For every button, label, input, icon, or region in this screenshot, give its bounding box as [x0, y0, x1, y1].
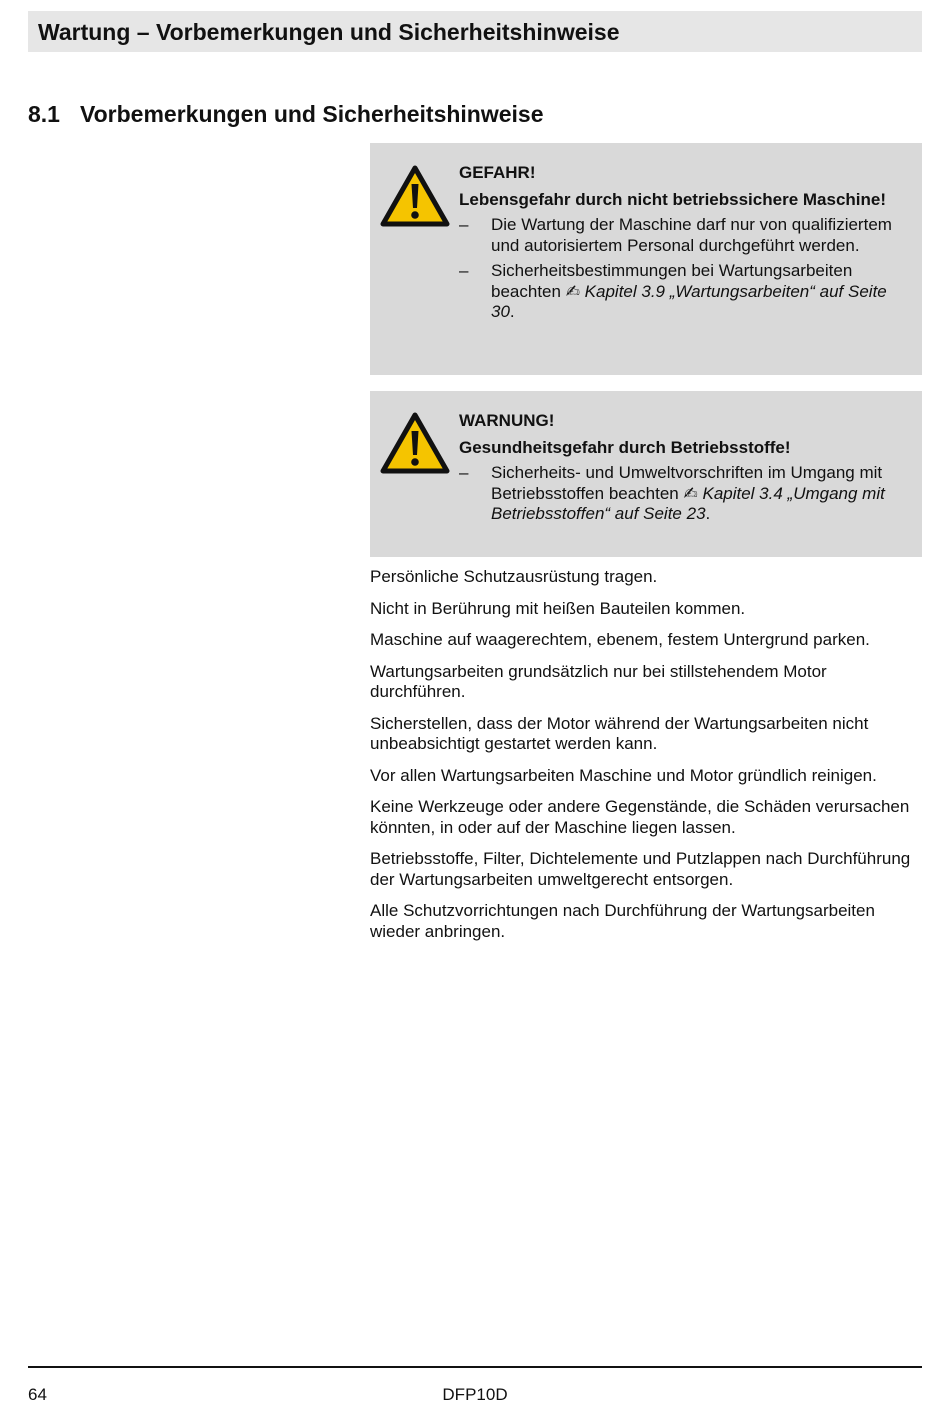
- instructions-list: [370, 567, 922, 942]
- chapter-header: [28, 11, 922, 52]
- punctuation: .: [509, 302, 515, 321]
- main-content: [370, 143, 922, 953]
- danger-headline: Lebensgefahr durch nicht betriebssichere Maschine!: [459, 189, 887, 209]
- danger-measures-list: [459, 215, 910, 323]
- instruction-paragraph: Sicherstellen, dass der Motor während der Wartungsarbeiten nicht unbeabsichtigt gestartet werden kann.: [370, 713, 869, 753]
- instruction-paragraph: Nicht in Berührung mit heißen Bauteilen kommen.: [370, 598, 746, 618]
- page-number: 64: [28, 1385, 47, 1404]
- cross-reference-arrow-icon: ✍: [565, 281, 580, 301]
- warning-triangle-icon: [379, 164, 451, 228]
- warning-signal-word: WARNUNG!: [459, 411, 555, 430]
- footer-divider: [28, 1366, 922, 1368]
- instruction-paragraph: Vor allen Wartungsarbeiten Maschine und Motor gründlich reinigen.: [370, 765, 877, 785]
- cross-reference-link[interactable]: Kapitel 3.9 „Wartungsarbeiten“ auf Seite 30: [491, 281, 887, 321]
- warning-notice: [370, 391, 922, 557]
- danger-signal-word: GEFAHR!: [459, 163, 536, 182]
- chapter-title: Wartung – Vorbemerkungen und Sicherheitshinweise: [38, 19, 620, 45]
- instruction-paragraph: Betriebsstoffe, Filter, Dichtelemente und Putzlappen nach Durchführung der Wartungsarbeiten umweltgerecht entsorgen.: [370, 849, 911, 889]
- instruction-paragraph: Alle Schutzvorrichtungen nach Durchführung der Wartungsarbeiten wieder anbringen.: [370, 901, 875, 941]
- instruction-paragraph: Keine Werkzeuge oder andere Gegenstände, die Schäden verursachen könnten, in oder auf der Maschine liegen lassen.: [370, 797, 910, 837]
- warning-headline: Gesundheitsgefahr durch Betriebsstoffe!: [459, 437, 791, 457]
- warning-measures-list: [459, 463, 910, 525]
- instruction-paragraph: Persönliche Schutzausrüstung tragen.: [370, 567, 658, 586]
- list-item: – Sicherheitsbestimmungen bei Wartungsarbeiten beachten ✍ Kapitel 3.9 „Wartungsarbeiten“ auf Seite 30.: [459, 261, 887, 321]
- list-item: – Sicherheits- und Umweltvorschriften im Umgang mit Betriebsstoffen beachten ✍ Kapitel 3.4 „Umgang mit Betriebsstoffen“ auf Seite 23.: [459, 463, 885, 523]
- section-title: Vorbemerkungen und Sicherheitshinweise: [80, 101, 544, 127]
- cross-reference-link[interactable]: Kapitel 3.4 „Umgang mit Betriebsstoffen“ auf Seite 23: [491, 483, 885, 523]
- list-item: – Die Wartung der Maschine darf nur von qualifiziertem und autorisiertem Personal durchgeführt werden.: [459, 215, 892, 255]
- warning-triangle-icon: [379, 411, 451, 475]
- danger-notice: [370, 143, 922, 375]
- instruction-paragraph: Maschine auf waagerechtem, ebenem, festem Untergrund parken.: [370, 630, 870, 649]
- instruction-paragraph: Wartungsarbeiten grundsätzlich nur bei stillstehendem Motor durchführen.: [370, 661, 827, 701]
- cross-reference-arrow-icon: ✍: [683, 483, 698, 503]
- section-heading: [28, 100, 544, 128]
- document-id: DFP10D: [442, 1385, 508, 1404]
- list-item-text: Sicherheitsbestimmungen bei Wartungsarbeiten beachten: [491, 261, 853, 301]
- list-item-text: Die Wartung der Maschine darf nur von qualifiziertem und autorisiertem Personal durchgeführt werden.: [491, 215, 892, 255]
- section-number: 8.1: [28, 101, 60, 127]
- list-item-text: Sicherheits- und Umweltvorschriften im Umgang mit Betriebsstoffen beachten: [491, 463, 883, 503]
- punctuation: .: [705, 504, 711, 523]
